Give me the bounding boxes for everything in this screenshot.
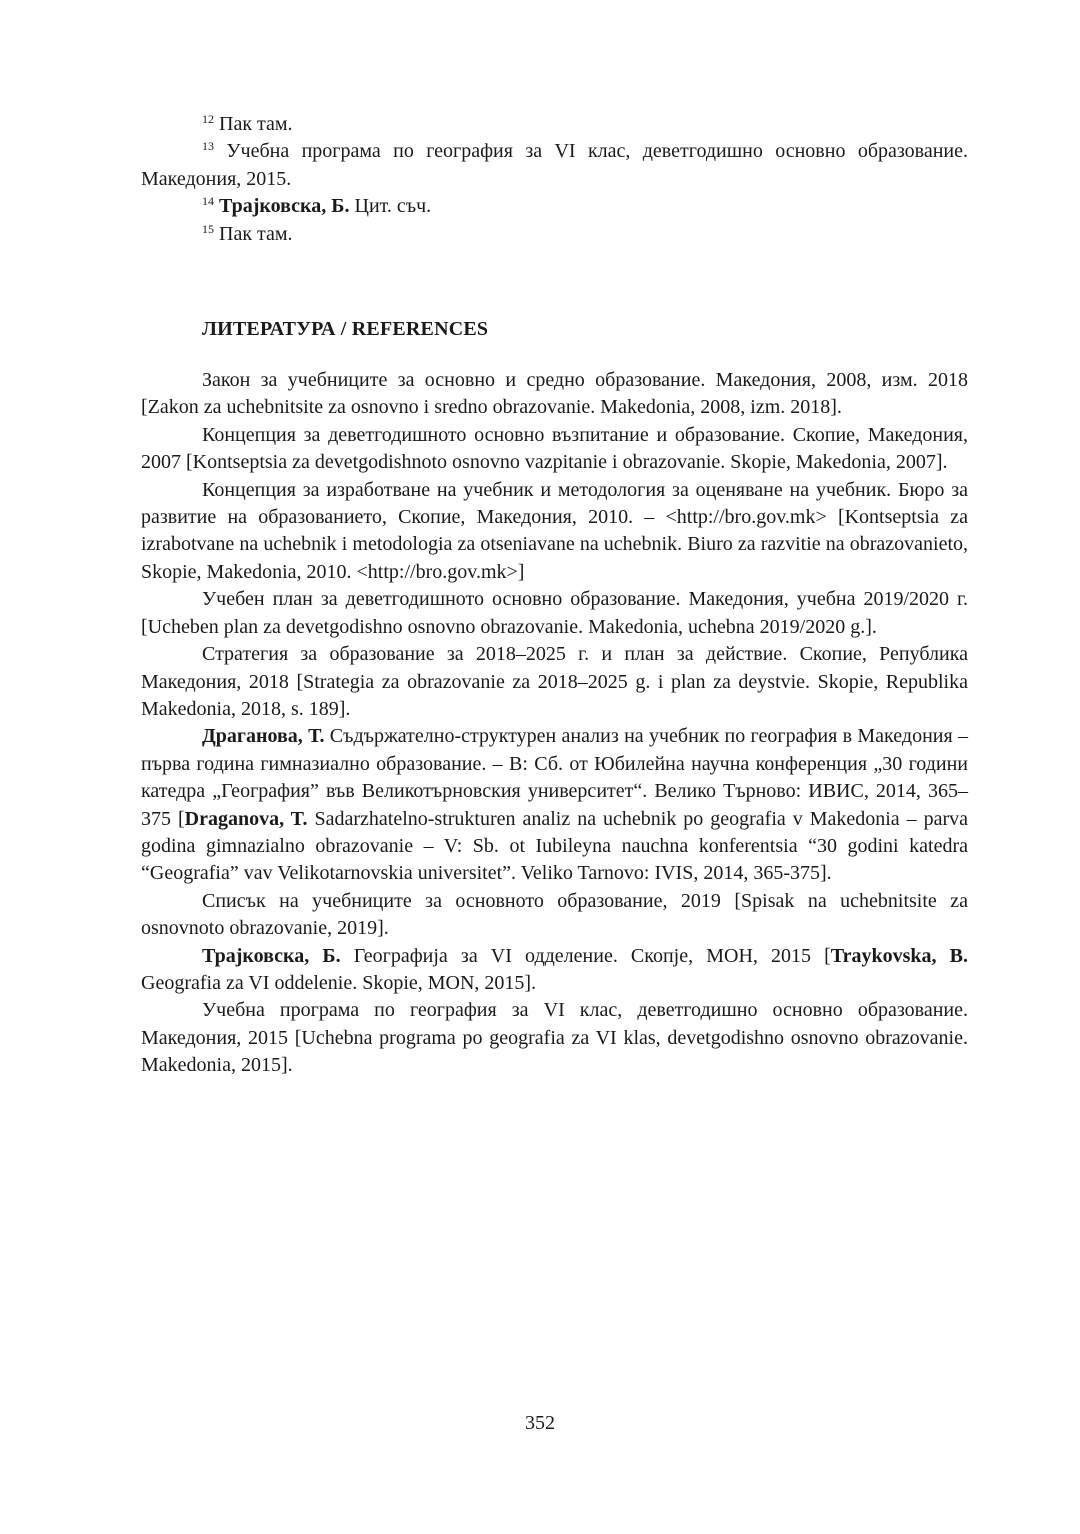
footnotes [141, 111, 968, 248]
reference-text: Концепция за изработване на учебник и методология за оценяване на учебник. Бюро за развитие на образованието, Скопие, Македония, 2010. – <http://bro.gov.mk> [Kontseptsia za izrabotvane na uchebnik i metodologia za otseniavane na uchebnik. Biuro za razvitie na obrazovanieto, Skopie, Makedonia, 2010. <http://bro.gov.mk>] [141, 478, 968, 583]
reference-text: Учебен план за деветгодишното основно образование. Македония, учебна 2019/2020 г. [Ucheben plan za devetgodishno osnovno obrazovanie. Makedonia, uchebna 2019/2020 g.]. [141, 588, 968, 638]
footnote-text: Пак там. [219, 222, 293, 245]
footnote-number: 15 [202, 221, 214, 236]
reference-text: Закон за учебниците за основно и средно образование. Македония, 2008, изм. 2018 [Zakon za uchebnitsite za osnovno i sredno obrazovanie. Makedonia, 2008, izm. 2018]. [141, 369, 968, 419]
reference-entry [141, 586, 968, 641]
reference-text: Съдържателно-структурен анализ на учебник по география в Македония – първа година гимназиално образование. – В: Сб. от Юбилейна научна конференция „30 години катедра „География” във Великотърновския университет“. Велико Търново: ИВИС, 2014, 365–375 [ [141, 725, 968, 830]
reference-text-latin: Sadarzhatelno-strukturen analiz na uchebnik po geografia v Makedonia – parva godina gimnazialno obrazovanie – V: Sb. ot Iubileyna nauchna konferentsia “30 godini katedra “Geografia” vav Velikotarnovskia universitet”. Veliko Tarnovo: IVIS, 2014, 365-375]. [141, 807, 968, 885]
reference-text: Концепция за деветгодишното основно възпитание и образование. Скопие, Македония, 2007 [Kontseptsia za devetgodishnoto osnovno vazpitanie i obrazovanie. Skopie, Makedonia, 2007]. [141, 423, 968, 474]
page-number: 352 [525, 1412, 555, 1434]
footnote-text: Учебна програма по география за VI клас, деветгодишно основно образование. Македония, 2015. [141, 140, 968, 190]
footnote-text: Пак там. [219, 113, 293, 135]
footnote [141, 111, 968, 138]
reference-entry [141, 367, 968, 422]
reference-text: Списък на учебниците за основното образование, 2019 [Spisak na uchebnitsite za osnovnoto obrazovanie, 2019]. [141, 889, 968, 940]
page-content [141, 111, 968, 1080]
reference-text: Географија за VI одделение. Скопје, МОН, 2015 [ [340, 944, 831, 967]
reference-entry [141, 477, 968, 587]
reference-entry [141, 723, 968, 887]
reference-entry [141, 888, 968, 943]
footnote-number: 13 [202, 139, 214, 154]
reference-text-latin: Geografia za VI oddelenie. Skopie, MON, 2015]. [141, 971, 537, 994]
reference-entry [141, 943, 968, 998]
footnote-text: Цит. съч. [349, 195, 432, 218]
reference-text: Стратегия за образование за 2018–2025 г. и план за действие. Скопие, Република Македония, 2018 [Strategia za obrazovanie za 2018–2025 g. i plan za deystvie. Skopie, Republika Makedonia, 2018, s. 189]. [141, 643, 968, 720]
footnote-number: 12 [202, 112, 214, 126]
reference-text: Учебна програма по география за VI клас, деветгодишно основно образование. Македония, 2015 [Uchebna programa po geografia za VI klas, devetgodishno osnovno obrazovanie. Makedonia, 2015]. [141, 999, 968, 1077]
footnote [141, 221, 968, 248]
reference-author: Трајковска, Б. [202, 944, 341, 967]
footnote [141, 193, 968, 220]
reference-entry [141, 641, 968, 723]
footnote [141, 138, 968, 193]
footnote-number: 14 [202, 194, 214, 209]
reference-author-latin: Traykovska, B. [830, 944, 968, 967]
reference-author-latin: Draganova, T. [184, 807, 308, 830]
references-heading: ЛИТЕРАТУРА / REFERENCES [202, 318, 489, 341]
reference-author: Драганова, Т. [202, 725, 325, 748]
footnote-author: Трајковска, Б. [219, 195, 350, 218]
reference-entry [141, 422, 968, 477]
references-list [141, 367, 968, 1080]
reference-entry [141, 997, 968, 1079]
